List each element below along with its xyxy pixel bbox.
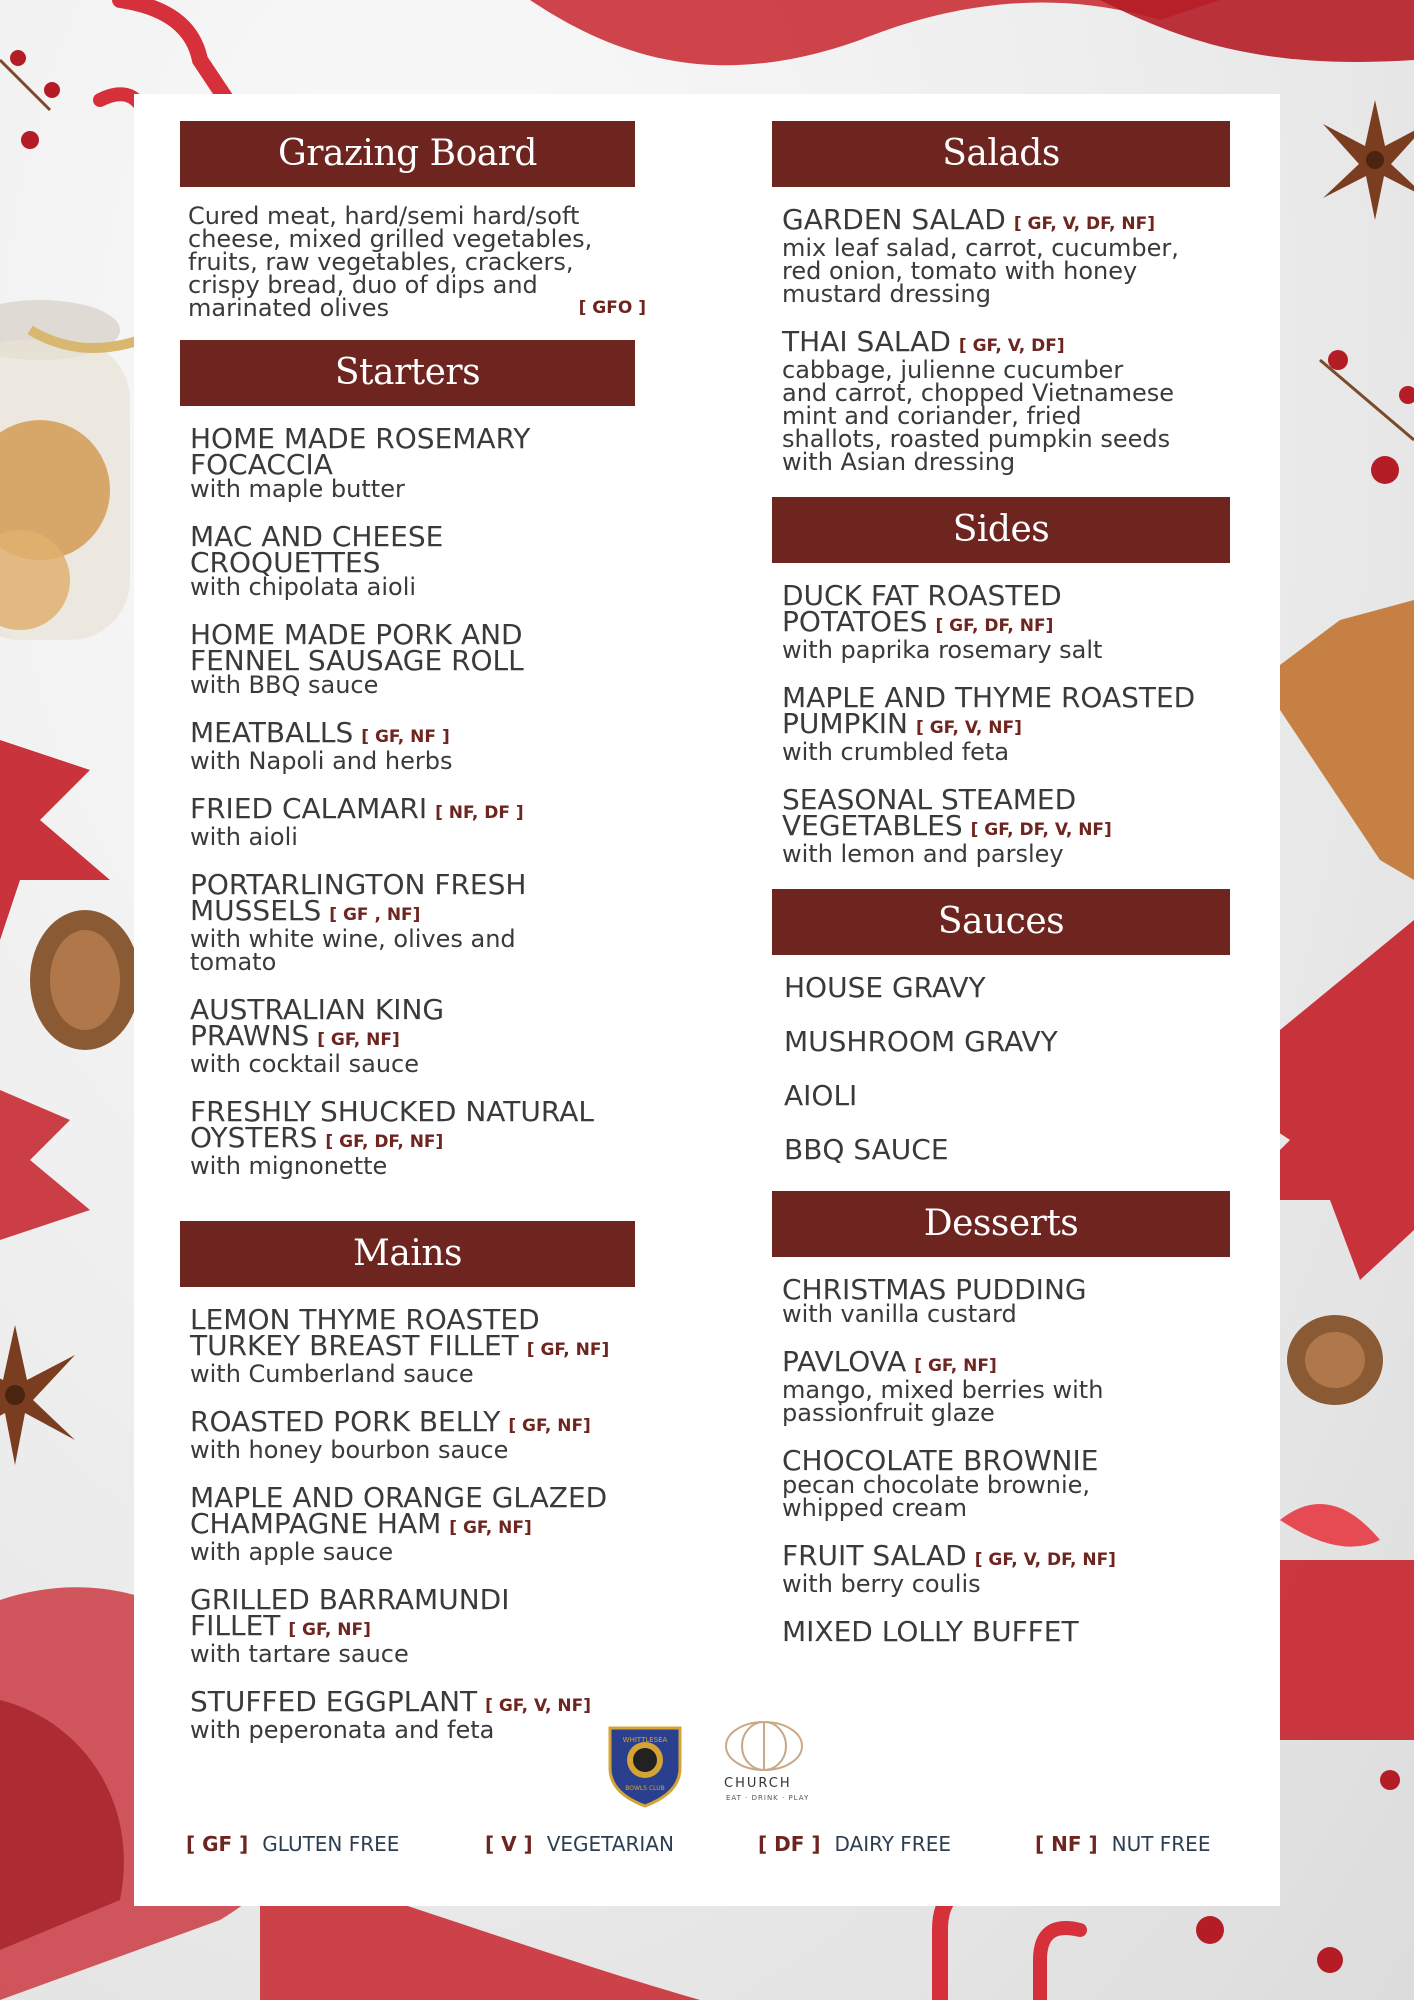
item-description: with peperonata and feta: [190, 1716, 495, 1744]
legend-code: [ GF ]: [186, 1832, 249, 1856]
item-description: mix leaf salad, carrot, cucumber,: [782, 234, 1179, 262]
dietary-tag: [ GF, V, NF]: [916, 718, 1022, 738]
menu-item: [782, 325, 1230, 476]
legend-gf: [186, 1832, 399, 1856]
item-description: and carrot, chopped Vietnamese: [782, 379, 1175, 407]
item-name-text: HOME MADE PORK AND: [190, 618, 523, 651]
menu-item: [782, 1615, 1230, 1648]
item-name: [782, 325, 1230, 359]
gingerbread-tree-icon: [1260, 600, 1414, 880]
sides-header: Sides: [772, 497, 1230, 563]
menu-item: [190, 993, 635, 1078]
item-name-text: VEGETABLES: [782, 809, 963, 842]
menu-item: [782, 681, 1230, 766]
item-name-text: FRESHLY SHUCKED NATURAL: [190, 1095, 594, 1128]
legend-df: [758, 1832, 951, 1856]
item-description: red onion, tomato with honey: [782, 257, 1138, 285]
item-name-text: MAC AND CHEESE: [190, 520, 444, 553]
star-anise-icon: [1323, 100, 1414, 220]
menu-item: [190, 618, 635, 699]
pinecone-icon: [1287, 1315, 1383, 1405]
pinecone-icon: [30, 910, 140, 1050]
item-name: [190, 716, 635, 750]
item-name: [190, 1121, 635, 1155]
poinsettia-icon: [0, 1090, 90, 1240]
menu-item: [190, 1583, 635, 1668]
item-name: [782, 707, 1230, 741]
starters-header: Starters: [180, 340, 635, 406]
legend-code: [ V ]: [485, 1832, 533, 1856]
dietary-tag: [ GF, V, DF, NF]: [1013, 214, 1156, 234]
item-name-text: MUSSELS: [190, 894, 322, 927]
mains-header: Mains: [180, 1221, 635, 1287]
menu-item: [190, 716, 635, 775]
sauces-header: Sauces: [772, 889, 1230, 955]
item-description: with Napoli and herbs: [190, 747, 453, 775]
legend-label: DAIRY FREE: [834, 1832, 951, 1856]
item-description: with aioli: [190, 823, 298, 851]
legend-code: [ NF ]: [1035, 1832, 1098, 1856]
sauce-item: BBQ SAUCE: [784, 1133, 949, 1166]
item-name: [190, 1507, 635, 1541]
item-name-text: CHRISTMAS PUDDING: [782, 1273, 1087, 1306]
berry-sprig-icon: [1320, 350, 1414, 484]
dietary-tag: [ GF, V, DF, NF]: [974, 1550, 1116, 1570]
dietary-tag: [ GF, V, NF]: [485, 1696, 592, 1716]
item-name-text: GARDEN SALAD: [782, 203, 1006, 236]
item-name-text: AUSTRALIAN KING PRAWNS: [190, 993, 445, 1052]
dietary-tag: [ GF, NF ]: [361, 727, 450, 747]
dietary-tag: [ GF , NF]: [329, 905, 421, 925]
item-name: [190, 792, 635, 826]
item-name: [782, 809, 1230, 843]
dietary-tag: [ GFO ]: [578, 298, 646, 318]
bowls-club-subtext: BOWLS CLUB: [625, 1785, 665, 1792]
item-name: [782, 605, 1230, 639]
item-description: whipped cream: [782, 1494, 967, 1522]
salads-list: [772, 203, 1230, 476]
legend-nf: [1035, 1832, 1210, 1856]
dietary-tag: [ GF, NF]: [317, 1030, 400, 1050]
item-description: with berry coulis: [782, 1570, 981, 1598]
item-description: with Asian dressing: [782, 448, 1016, 476]
right-column: [772, 121, 1230, 1668]
item-name: [190, 1329, 635, 1363]
dietary-tag: [ GF, DF, NF]: [325, 1132, 444, 1152]
berry-sprig-icon: [0, 50, 60, 149]
starters-list: [180, 422, 635, 1180]
star-anise-icon: [0, 1325, 75, 1465]
legend-v: [485, 1832, 674, 1856]
church-tagline: EAT · DRINK · PLAY: [726, 1794, 810, 1802]
cookie-jar-icon: [0, 300, 140, 640]
church-logo-icon: [724, 1718, 814, 1778]
item-name: [782, 1539, 1230, 1573]
item-name-text: FENNEL SAUSAGE ROLL: [190, 644, 524, 677]
sauce-item: AIOLI: [784, 1079, 858, 1112]
item-name-text: POTATOES: [782, 605, 928, 638]
item-description: mango, mixed berries with: [782, 1376, 1104, 1404]
menu-item: [782, 783, 1230, 868]
dietary-tag: [ GF, DF, NF]: [935, 616, 1054, 636]
item-description: with BBQ sauce: [190, 671, 379, 699]
item-name-text: PAVLOVA: [782, 1345, 907, 1378]
sauce-item: MUSHROOM GRAVY: [784, 1025, 1058, 1058]
dietary-tag: [ GF, NF]: [914, 1356, 997, 1376]
item-name-text: MAPLE AND ORANGE GLAZED: [190, 1481, 608, 1514]
bowls-club-text: WHITTLESEA: [622, 1736, 668, 1744]
item-description: with crumbled feta: [782, 738, 1010, 766]
legend-code: [ DF ]: [758, 1832, 821, 1856]
grazing-line: fruits, raw vegetables, crackers,: [188, 248, 574, 276]
item-name-text: TURKEY BREAST FILLET: [190, 1329, 519, 1362]
item-description: with white wine, olives and: [190, 925, 516, 953]
item-name-text: MAPLE AND THYME ROASTED: [782, 681, 1196, 714]
item-name-text: HOME MADE ROSEMARY: [190, 422, 531, 455]
item-description: with chipolata aioli: [190, 573, 417, 601]
gift-box-icon: [1260, 1504, 1414, 1740]
item-description: cabbage, julienne cucumber: [782, 356, 1124, 384]
item-description: with maple butter: [190, 475, 405, 503]
menu-item: [190, 792, 635, 851]
item-name-text: CHOCOLATE BROWNIE: [782, 1444, 1099, 1477]
item-name: [782, 1345, 1230, 1379]
sauces-list: [772, 971, 1230, 1166]
church-name: CHURCH: [724, 1776, 792, 1791]
item-name: [190, 1685, 635, 1719]
sides-list: [772, 579, 1230, 868]
item-description: with vanilla custard: [782, 1300, 1017, 1328]
bowls-club-logo: [600, 1718, 690, 1808]
desserts-header: Desserts: [772, 1191, 1230, 1257]
item-name: [782, 203, 1230, 237]
item-name-text: LEMON THYME ROASTED: [190, 1303, 540, 1336]
menu-item: [190, 1405, 635, 1464]
item-name: [782, 1615, 1230, 1648]
item-description: mustard dressing: [782, 280, 991, 308]
item-description: shallots, roasted pumpkin seeds: [782, 425, 1171, 453]
item-name: [190, 894, 635, 928]
item-name-text: PORTARLINGTON FRESH: [190, 868, 527, 901]
grazing-board-description: [188, 202, 646, 322]
menu-item: [190, 1095, 635, 1180]
item-name-text: FRUIT SALAD: [782, 1539, 967, 1572]
menu-item: [782, 203, 1230, 308]
item-description: mint and coriander, fried: [782, 402, 1082, 430]
grazing-line: Cured meat, hard/semi hard/soft: [188, 202, 580, 230]
menu-item: [190, 422, 635, 503]
dietary-tag: [ NF, DF ]: [435, 803, 524, 823]
item-description: with lemon and parsley: [782, 840, 1064, 868]
dietary-tag: [ GF, NF]: [449, 1518, 532, 1538]
item-description: with apple sauce: [190, 1538, 394, 1566]
mains-list: [180, 1303, 635, 1744]
menu-item: [190, 1481, 635, 1566]
legend-label: VEGETARIAN: [546, 1832, 674, 1856]
item-name-text: DUCK FAT ROASTED: [782, 579, 1062, 612]
item-description: pecan chocolate brownie,: [782, 1471, 1091, 1499]
desserts-list: [772, 1273, 1230, 1648]
menu-item: [190, 520, 635, 601]
item-description: tomato: [190, 948, 277, 976]
logos: [600, 1718, 820, 1808]
dietary-tag: [ GF, V, DF]: [958, 336, 1065, 356]
menu-item: [782, 579, 1230, 664]
item-name-text: SEASONAL STEAMED: [782, 783, 1077, 816]
item-description: with Cumberland sauce: [190, 1360, 474, 1388]
item-name-text: OYSTERS: [190, 1121, 318, 1154]
item-description: with tartare sauce: [190, 1640, 409, 1668]
item-name-text: CROQUETTES: [190, 546, 381, 579]
item-name-text: THAI SALAD: [782, 325, 951, 358]
item-description: with honey bourbon sauce: [190, 1436, 509, 1464]
menu-item: [782, 1444, 1230, 1522]
item-description: with cocktail sauce: [190, 1050, 419, 1078]
item-name-text: PUMPKIN: [782, 707, 908, 740]
menu-item: [190, 1685, 635, 1744]
item-name: [190, 1583, 635, 1643]
menu-item: [190, 868, 635, 976]
item-name-text: FOCACCIA: [190, 448, 333, 481]
grazing-line: crispy bread, duo of dips and: [188, 271, 538, 299]
item-name-text: MIXED LOLLY BUFFET: [782, 1615, 1079, 1648]
grazing-line: marinated olives: [188, 294, 390, 322]
item-description: with paprika rosemary salt: [782, 636, 1103, 664]
salads-header: Salads: [772, 121, 1230, 187]
item-name-text: STUFFED EGGPLANT: [190, 1685, 478, 1718]
menu-item: [782, 1539, 1230, 1598]
item-name-text: MEATBALLS: [190, 716, 354, 749]
item-name-text: FRIED CALAMARI: [190, 792, 428, 825]
menu-item: [782, 1345, 1230, 1427]
item-name-text: GRILLED BARRAMUNDI FILLET: [190, 1583, 510, 1642]
poinsettia-icon: [0, 740, 110, 940]
dietary-tag: [ GF, NF]: [288, 1620, 371, 1640]
menu-item: [190, 1303, 635, 1388]
grazing-board-header: Grazing Board: [180, 121, 635, 187]
item-name-text: ROASTED PORK BELLY: [190, 1405, 501, 1438]
legend-label: GLUTEN FREE: [262, 1832, 400, 1856]
dietary-tag: [ GF, NF]: [526, 1340, 610, 1360]
grazing-line: cheese, mixed grilled vegetables,: [188, 225, 593, 253]
item-description: passionfruit glaze: [782, 1399, 995, 1427]
menu-item: [782, 1273, 1230, 1328]
dietary-tag: [ GF, NF]: [508, 1416, 591, 1436]
dietary-tag: [ GF, DF, V, NF]: [970, 820, 1112, 840]
item-description: with mignonette: [190, 1152, 388, 1180]
item-name: [190, 993, 635, 1053]
legend-label: NUT FREE: [1111, 1832, 1211, 1856]
item-name-text: CHAMPAGNE HAM: [190, 1507, 442, 1540]
item-name: [190, 1405, 635, 1439]
sauce-item: HOUSE GRAVY: [784, 971, 986, 1004]
